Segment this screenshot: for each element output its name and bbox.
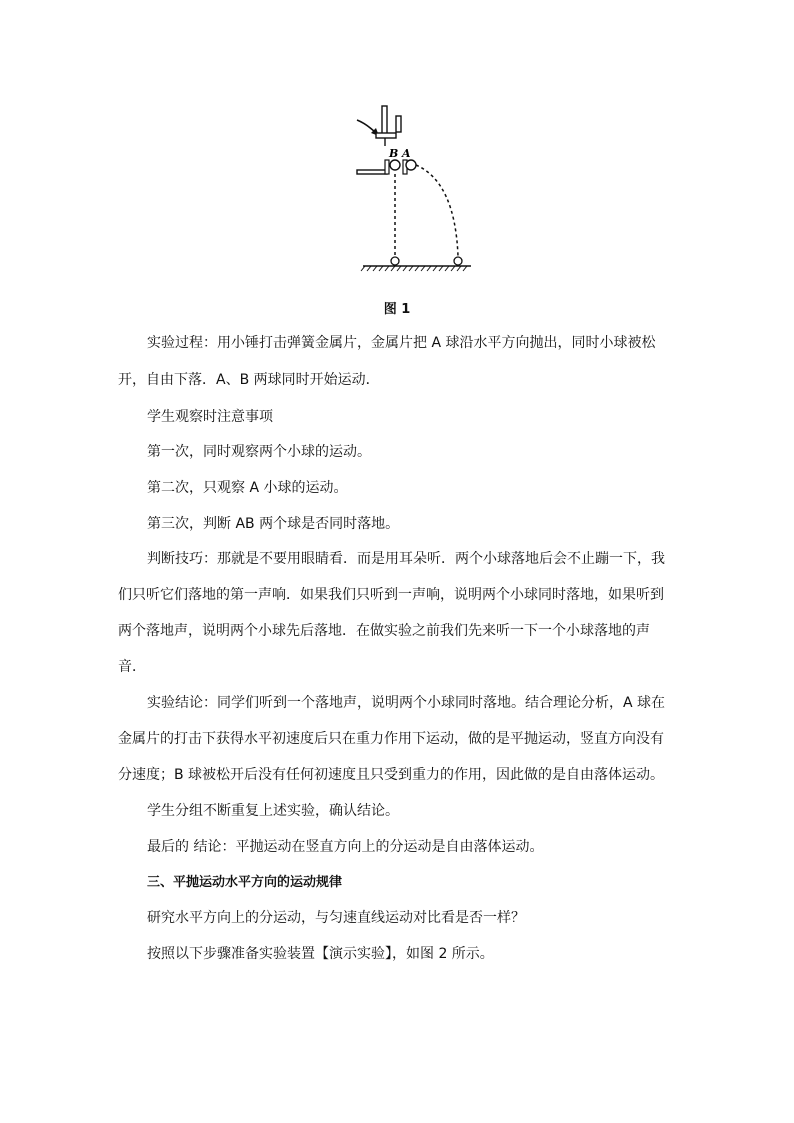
figure-1-apparatus bbox=[355, 102, 475, 277]
ball-a bbox=[406, 160, 416, 170]
paragraph-setup: 按照以下步骤准备实验装置【演示实验】，如图 2 所示。 bbox=[147, 946, 494, 962]
platform bbox=[357, 170, 387, 174]
label-b: B bbox=[389, 147, 399, 160]
paragraph-technique-line3: 两个落地声，说明两个小球先后落地．在做实验之前我们先来听一下一个小球落地的声 bbox=[118, 623, 650, 639]
label-a: A bbox=[402, 147, 411, 160]
landed-ball-b bbox=[391, 257, 399, 265]
paragraph-technique-line4: 音． bbox=[118, 659, 146, 675]
paragraph-technique-line1: 判断技巧：那就是不要用眼睛看．而是用耳朵听．两个小球落地后会不止蹦一下，我 bbox=[147, 551, 665, 567]
paragraph-observe-notes: 学生观察时注意事项 bbox=[147, 409, 273, 425]
paragraph-technique-line2: 们只听它们落地的第一声响．如果我们只听到一声响，说明两个小球同时落地，如果听到 bbox=[118, 587, 664, 603]
section-heading-3: 三、平抛运动水平方向的运动规律 bbox=[147, 875, 343, 890]
paragraph-horizontal-question: 研究水平方向上的分运动，与匀速直线运动对比看是否一样？ bbox=[147, 910, 525, 926]
ball-b bbox=[390, 160, 400, 170]
paragraph-first: 第一次，同时观察两个小球的运动。 bbox=[147, 444, 371, 460]
paragraph-process-line2: 开，自由下落．A、B 两球同时开始运动． bbox=[118, 372, 380, 388]
paragraph-final-conclusion: 最后的 结论：平抛运动在竖直方向上的分运动是自由落体运动。 bbox=[147, 839, 544, 855]
hammer-post bbox=[382, 106, 387, 134]
paragraph-conclusion-line2: 金属片的打击下获得水平初速度后只在重力作用下运动，做的是平抛运动，竖直方向没有 bbox=[118, 731, 664, 747]
paragraph-group-repeat: 学生分组不断重复上述实验，确认结论。 bbox=[147, 803, 399, 819]
spring-strip bbox=[396, 116, 401, 132]
paragraph-process-line1: 实验过程：用小锤打击弹簧金属片，金属片把 A 球沿水平方向抛出，同时小球被松 bbox=[147, 335, 656, 351]
paragraph-conclusion-line1: 实验结论：同学们听到一个落地声，说明两个小球同时落地。结合理论分析，A 球在 bbox=[147, 695, 666, 711]
paragraph-second: 第二次，只观察 A 小球的运动。 bbox=[147, 480, 348, 496]
ball-a-path bbox=[416, 165, 458, 256]
paragraph-conclusion-line3: 分速度；B 球被松开后没有任何初速度且只受到重力的作用，因此做的是自由落体运动。 bbox=[118, 767, 665, 783]
hammer-head bbox=[376, 133, 396, 138]
figure-caption: 图 1 bbox=[383, 302, 411, 317]
paragraph-third: 第三次，判断 AB 两个球是否同时落地。 bbox=[147, 516, 400, 532]
landed-ball-a bbox=[454, 257, 462, 265]
